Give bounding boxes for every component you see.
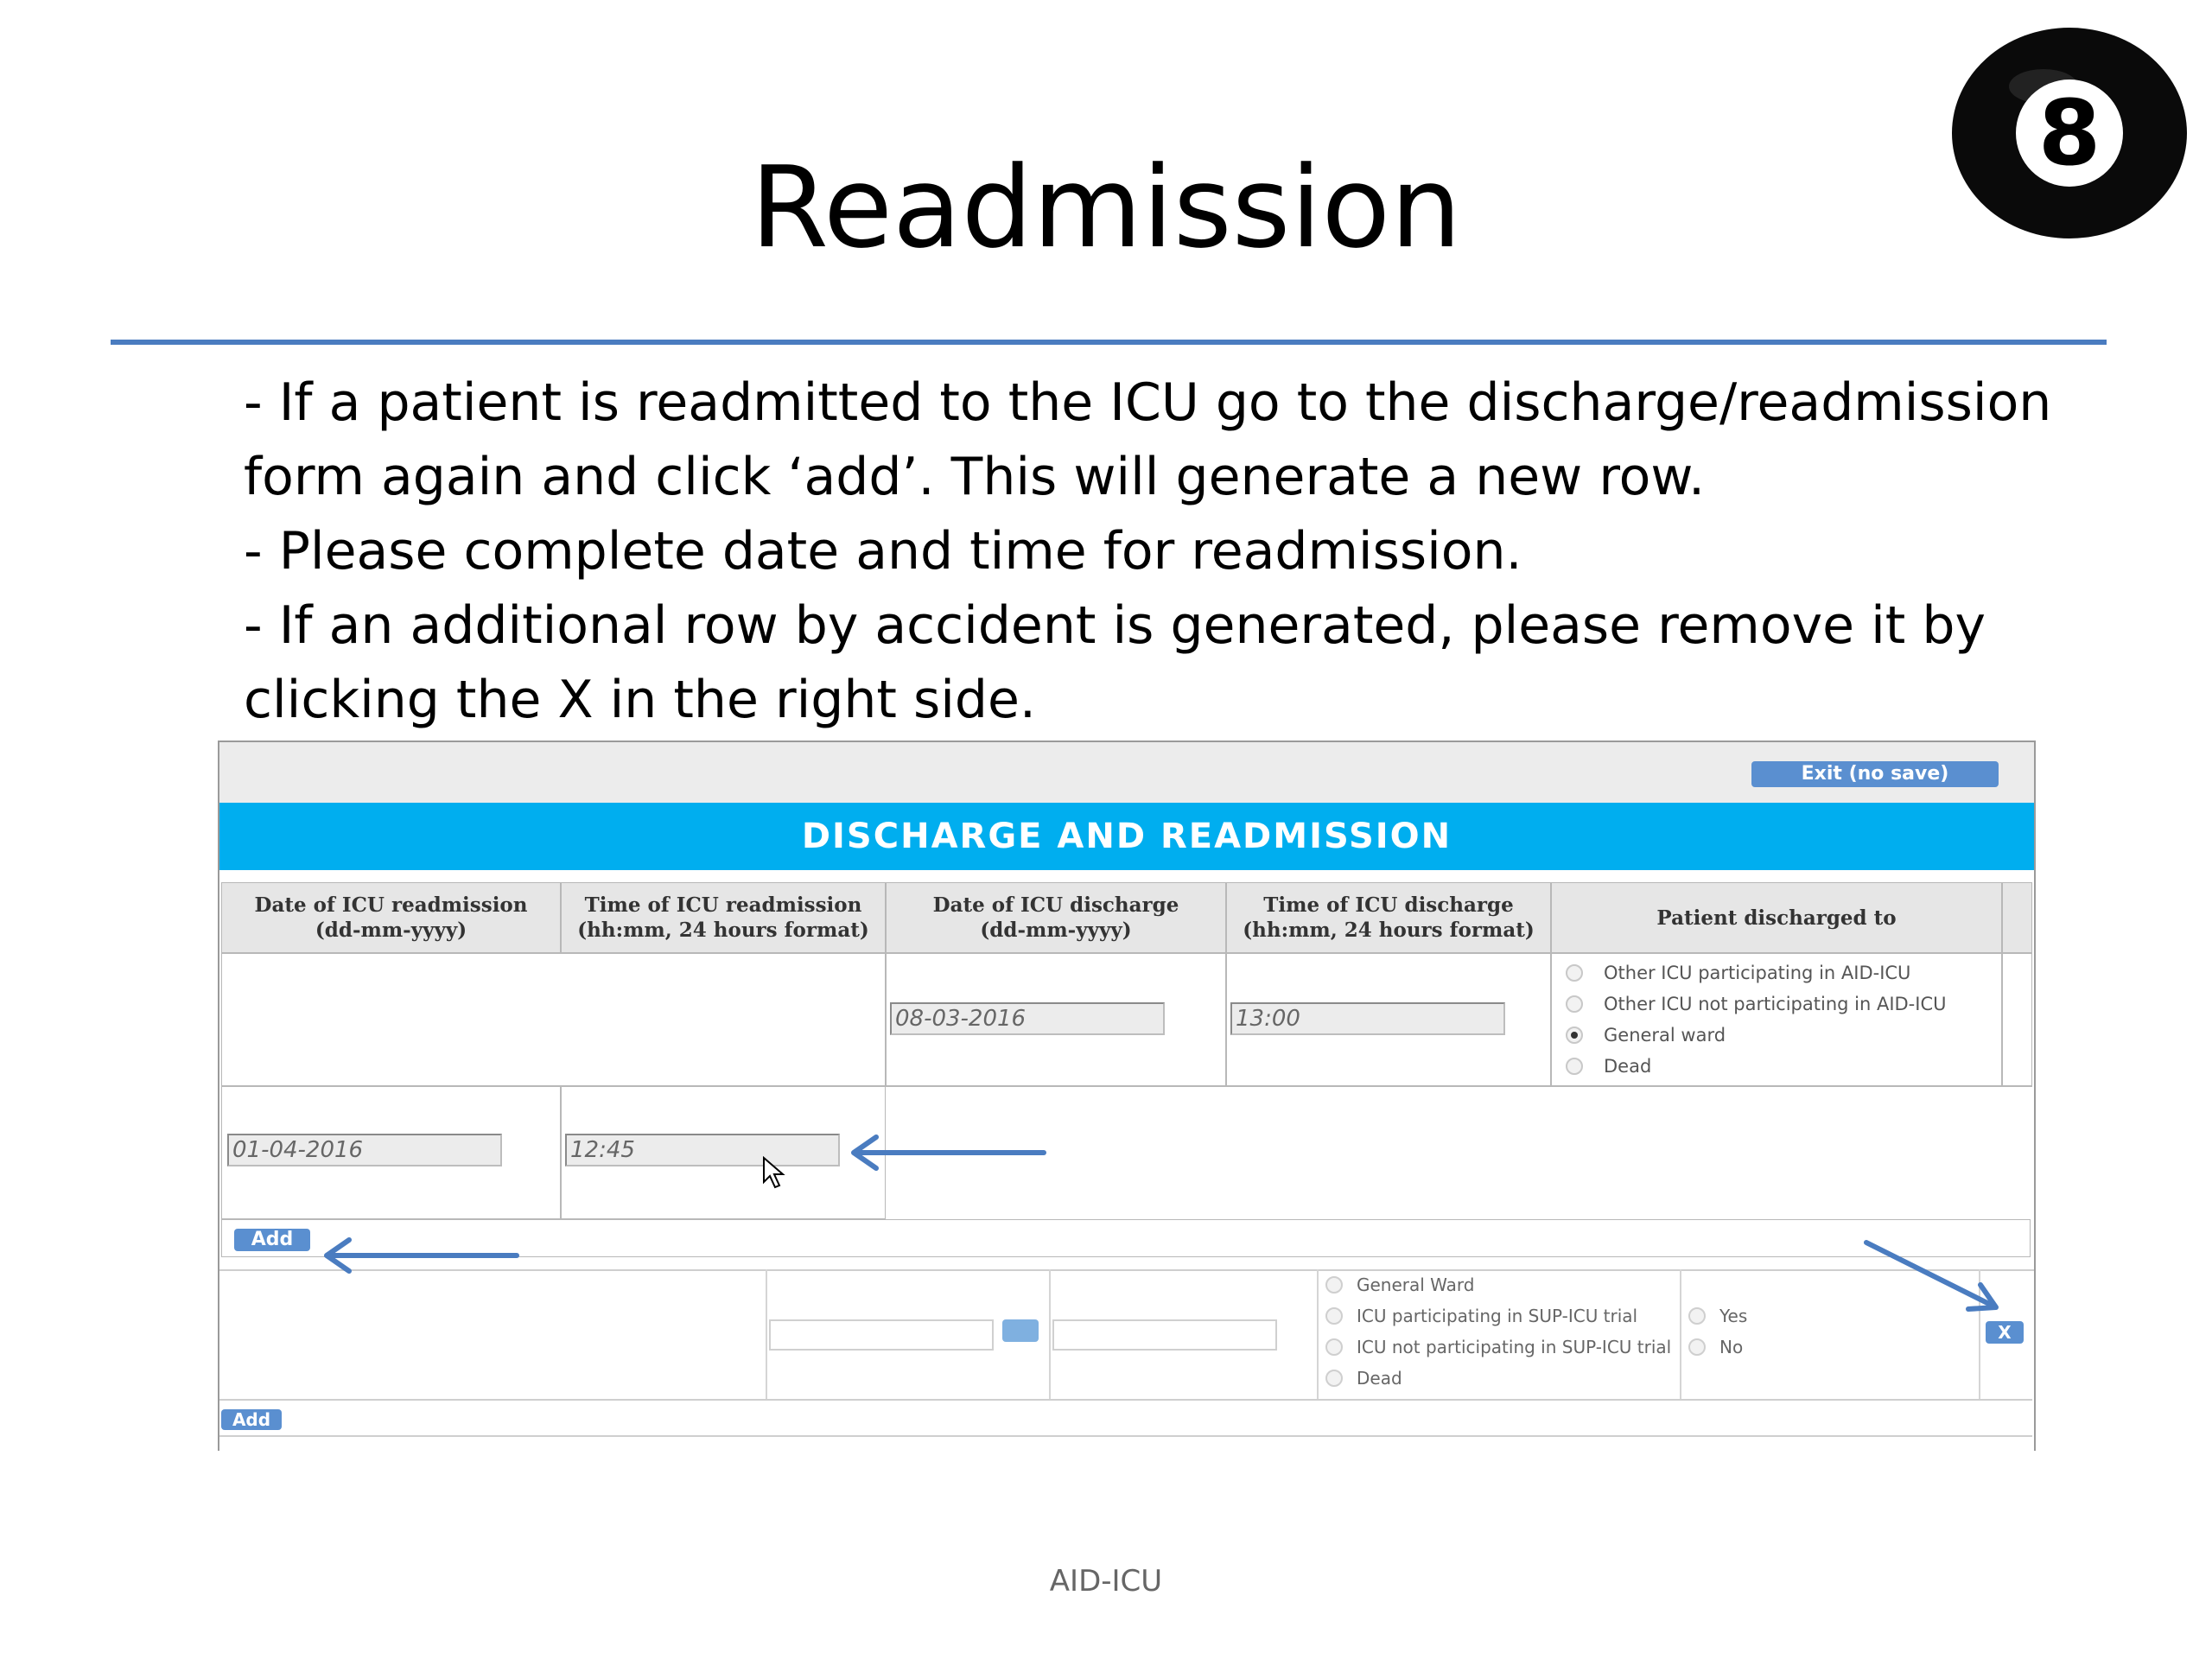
bullet-line-3: - Please complete date and time for readmission. <box>244 521 1522 582</box>
option-label: ICU participating in SUP-ICU trial <box>1357 1306 1638 1326</box>
bullet-line-5: clicking the X in the right side. <box>244 670 1036 730</box>
second-add-button[interactable]: Add <box>221 1409 282 1430</box>
remove-row-x-button[interactable]: X <box>1986 1321 2024 1344</box>
discharge-date-input[interactable]: 08-03-2016 <box>890 1002 1165 1035</box>
header-discharged-to-label: Patient discharged to <box>1656 906 1897 930</box>
option-label: Dead <box>1604 1056 1652 1077</box>
option-label: No <box>1719 1337 1744 1357</box>
exit-no-save-button[interactable]: Exit (no save) <box>1751 761 1999 787</box>
arrow-to-x-button <box>1866 1243 1996 1309</box>
header-readmission-time-line1: Time of ICU readmission <box>584 893 862 917</box>
option-label: General ward <box>1604 1025 1726 1046</box>
bullet-line-4: - If an additional row by accident is generated, please remove it by <box>244 595 1986 656</box>
logo-digit: 8 <box>2037 80 2101 186</box>
option-label: General Ward <box>1357 1274 1475 1295</box>
option-label: Dead <box>1357 1368 1402 1389</box>
header-discharge-time-line1: Time of ICU discharge <box>1263 893 1514 917</box>
bullet-line-1: - If a patient is readmitted to the ICU go to the discharge/readmission <box>244 372 2052 433</box>
readmission-time-input[interactable]: 12:45 <box>565 1134 840 1166</box>
form-banner: DISCHARGE AND READMISSION <box>219 803 2034 870</box>
arrow-to-time-field <box>854 1137 1044 1168</box>
header-readmission-date-line1: Date of ICU readmission <box>254 893 528 917</box>
header-readmission-time-line2: (hh:mm, 24 hours format) <box>577 918 869 942</box>
header-discharge-time-line2: (hh:mm, 24 hours format) <box>1243 918 1535 942</box>
bullet-line-2: form again and click ‘add’. This will generate a new row. <box>244 447 1706 507</box>
arrow-to-add-button <box>327 1240 517 1271</box>
option-label: Other ICU participating in AID-ICU <box>1604 963 1911 983</box>
option-label: Other ICU not participating in AID-ICU <box>1604 994 1947 1014</box>
readmission-date-input[interactable]: 01-04-2016 <box>227 1134 502 1166</box>
option-label: ICU not participating in SUP-ICU trial <box>1357 1337 1672 1357</box>
option-label: Yes <box>1719 1306 1748 1326</box>
header-readmission-date-line2: (dd-mm-yyyy) <box>315 918 467 942</box>
add-button[interactable]: Add <box>234 1229 310 1251</box>
slide-title: Readmission <box>750 142 1462 273</box>
header-discharge-date-line1: Date of ICU discharge <box>932 893 1179 917</box>
discharge-time-input[interactable]: 13:00 <box>1230 1002 1505 1035</box>
slide-footer: AID-ICU <box>1049 1564 1163 1599</box>
header-discharge-date-line2: (dd-mm-yyyy) <box>980 918 1132 942</box>
